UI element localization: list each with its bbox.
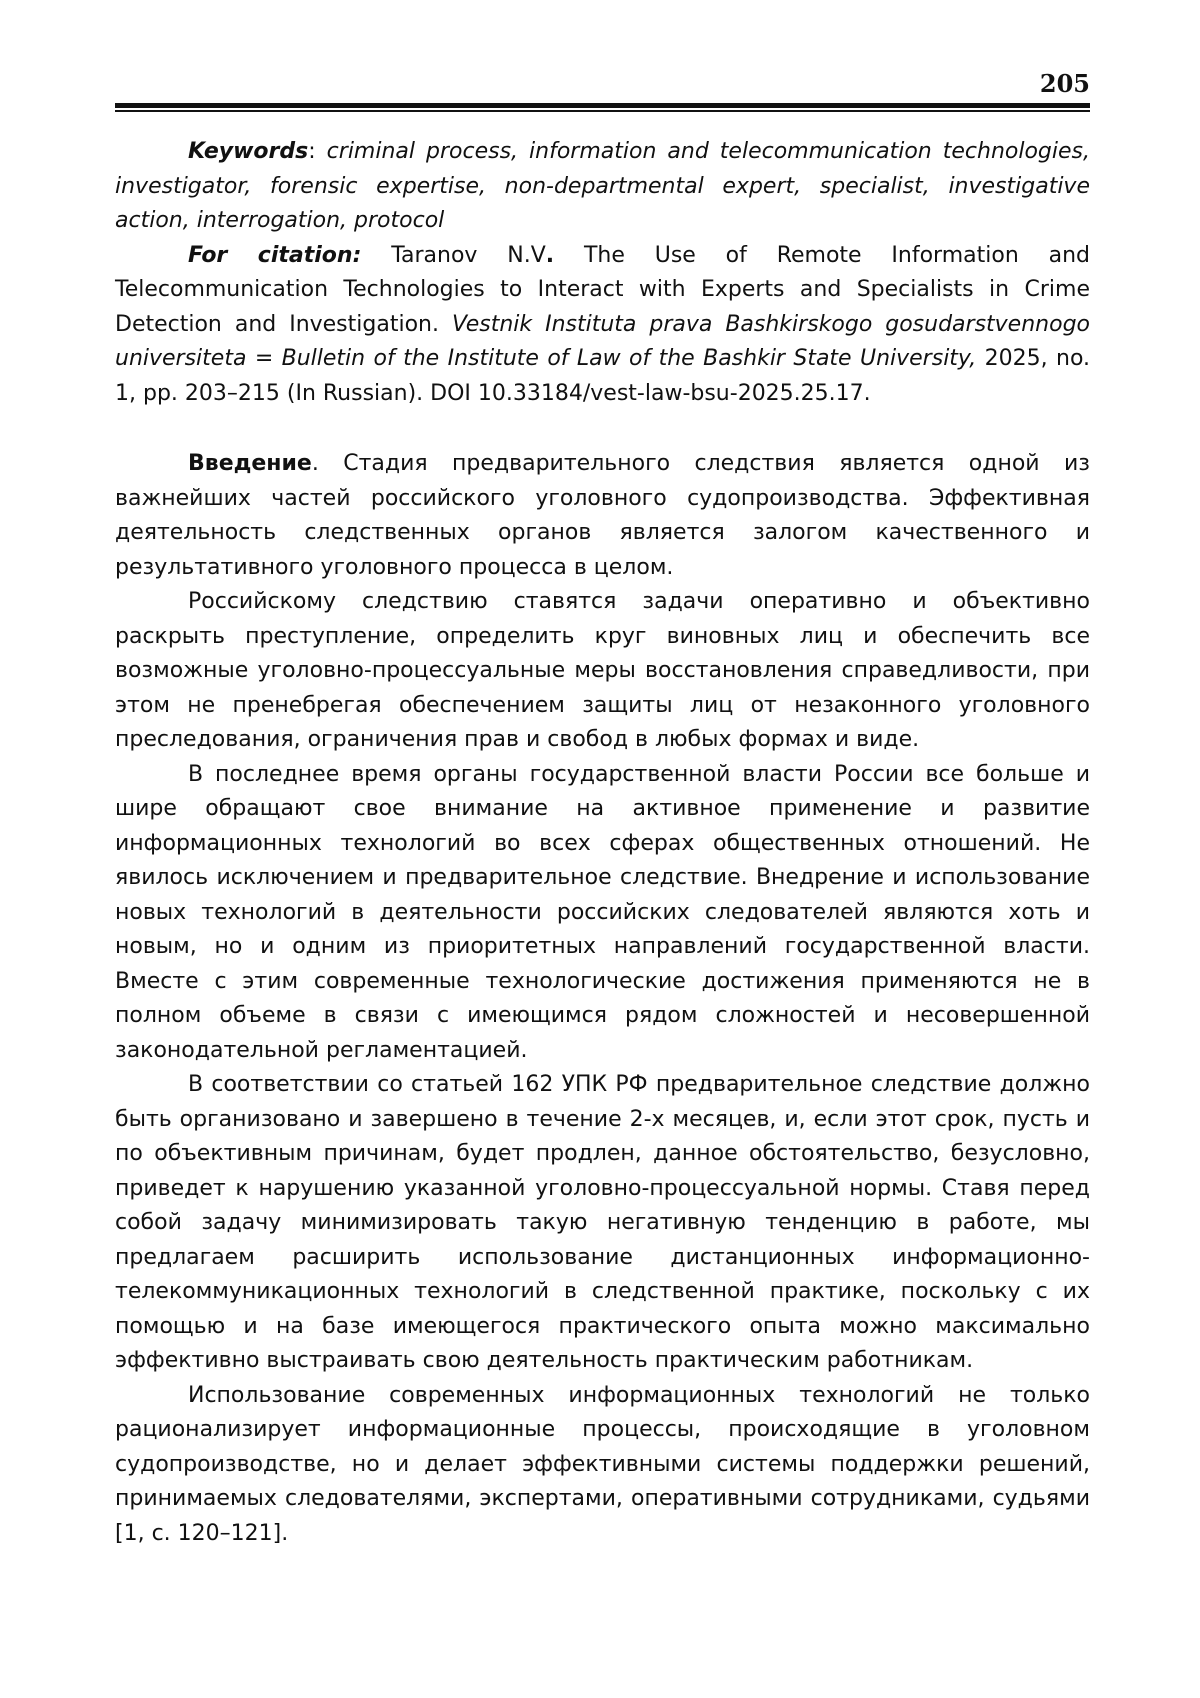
- header-rule-thin: [115, 110, 1090, 112]
- citation-title: The Use of Remote Information and Telecommunication Technologies to Interact with Experts and Specialists in Crime Detection and Investigation.: [115, 242, 1090, 337]
- citation-details: 2025, no. 1, pp. 203–215 (In Russian). DOI 10.33184/vest-law-bsu-2025.25.17.: [115, 346, 1091, 406]
- article-body: [115, 135, 1090, 1551]
- body-paragraph-2: В последнее время органы государственной власти России все больше и шире обращают свое внимание на активное применение и развитие информационных технологий во всех сферах общественных отношений. Не явилось исключением и предварительное следствие. Внедрение и использование новых технологий в деятельности российских следователей являются хоть и новым, но и одним из приоритетных направлений государственной власти. Вместе с этим современные технологические достижения применяются не в полном объеме в связи с имеющимся рядом сложностей и несовершенной законодательной регламентацией.: [115, 761, 1090, 1063]
- keywords-paragraph: [115, 135, 1090, 239]
- citation-paragraph: [115, 239, 1090, 412]
- page-number: 205: [1039, 69, 1090, 98]
- intro-label: Введение: [188, 451, 312, 476]
- intro-paragraph: [115, 447, 1090, 585]
- intro-text: . Стадия предварительного следствия является одной из важнейших частей российского уголовного судопроизводства. Эффективная деятельность следственных органов является залогом качественного и результативного уголовного процесса в целом.: [115, 451, 1090, 580]
- keywords-text: criminal process, information and telecommunication technologies, investigator, forensic expertise, non-departmental expert, specialist, investigative action, interrogation, protocol: [115, 139, 1090, 233]
- header-rule-thick: [115, 103, 1090, 108]
- citation-author: Taranov N.V: [361, 242, 546, 268]
- section-gap: [115, 411, 1090, 447]
- body-paragraph-1: Российскому следствию ставятся задачи оперативно и объективно раскрыть преступление, определить круг виновных лиц и обеспечить все возможные уголовно-процессуальные меры восстановления справедливости, при этом не пренебрегая обеспечением защиты лиц от незаконного уголовного преследования, ограничения прав и свобод в любых формах и виде.: [115, 589, 1090, 752]
- citation-label: For citation:: [188, 242, 362, 268]
- keywords-separator: :: [308, 139, 316, 164]
- body-paragraph-4: Использование современных информационных технологий не только рационализирует информационные процессы, происходящие в уголовном судопроизводстве, но и делает эффективными системы поддержки решений, принимаемых следователями, экспертами, оперативными сотрудниками, судьями [1, с. 120–121].: [115, 1382, 1090, 1546]
- body-paragraph-3: В соответствии со статьей 162 УПК РФ предварительное следствие должно быть организовано и завершено в течение 2-х месяцев, и, если этот срок, пусть и по объективным причинам, будет продлен, данное обстоятельство, безусловно, приведет к нарушению указанной уголовно-процессуальной нормы. Ставя перед собой задачу минимизировать такую негативную тенденцию в работе, мы предлагаем расширить использование дистанционных информационно-телекоммуникационных технологий в следственной практике, поскольку с их помощью и на базе имеющегося практического опыта можно максимально эффективно выстраивать свою деятельность практическим работникам.: [115, 1072, 1090, 1373]
- keywords-label: Keywords: [188, 139, 309, 164]
- citation-author-dot: .: [545, 242, 555, 268]
- citation-journal: Vestnik Instituta prava Bashkirskogo gosudarstvennogo universiteta = Bulletin of the Institute of Law of the Bashkir State University,: [115, 311, 1090, 371]
